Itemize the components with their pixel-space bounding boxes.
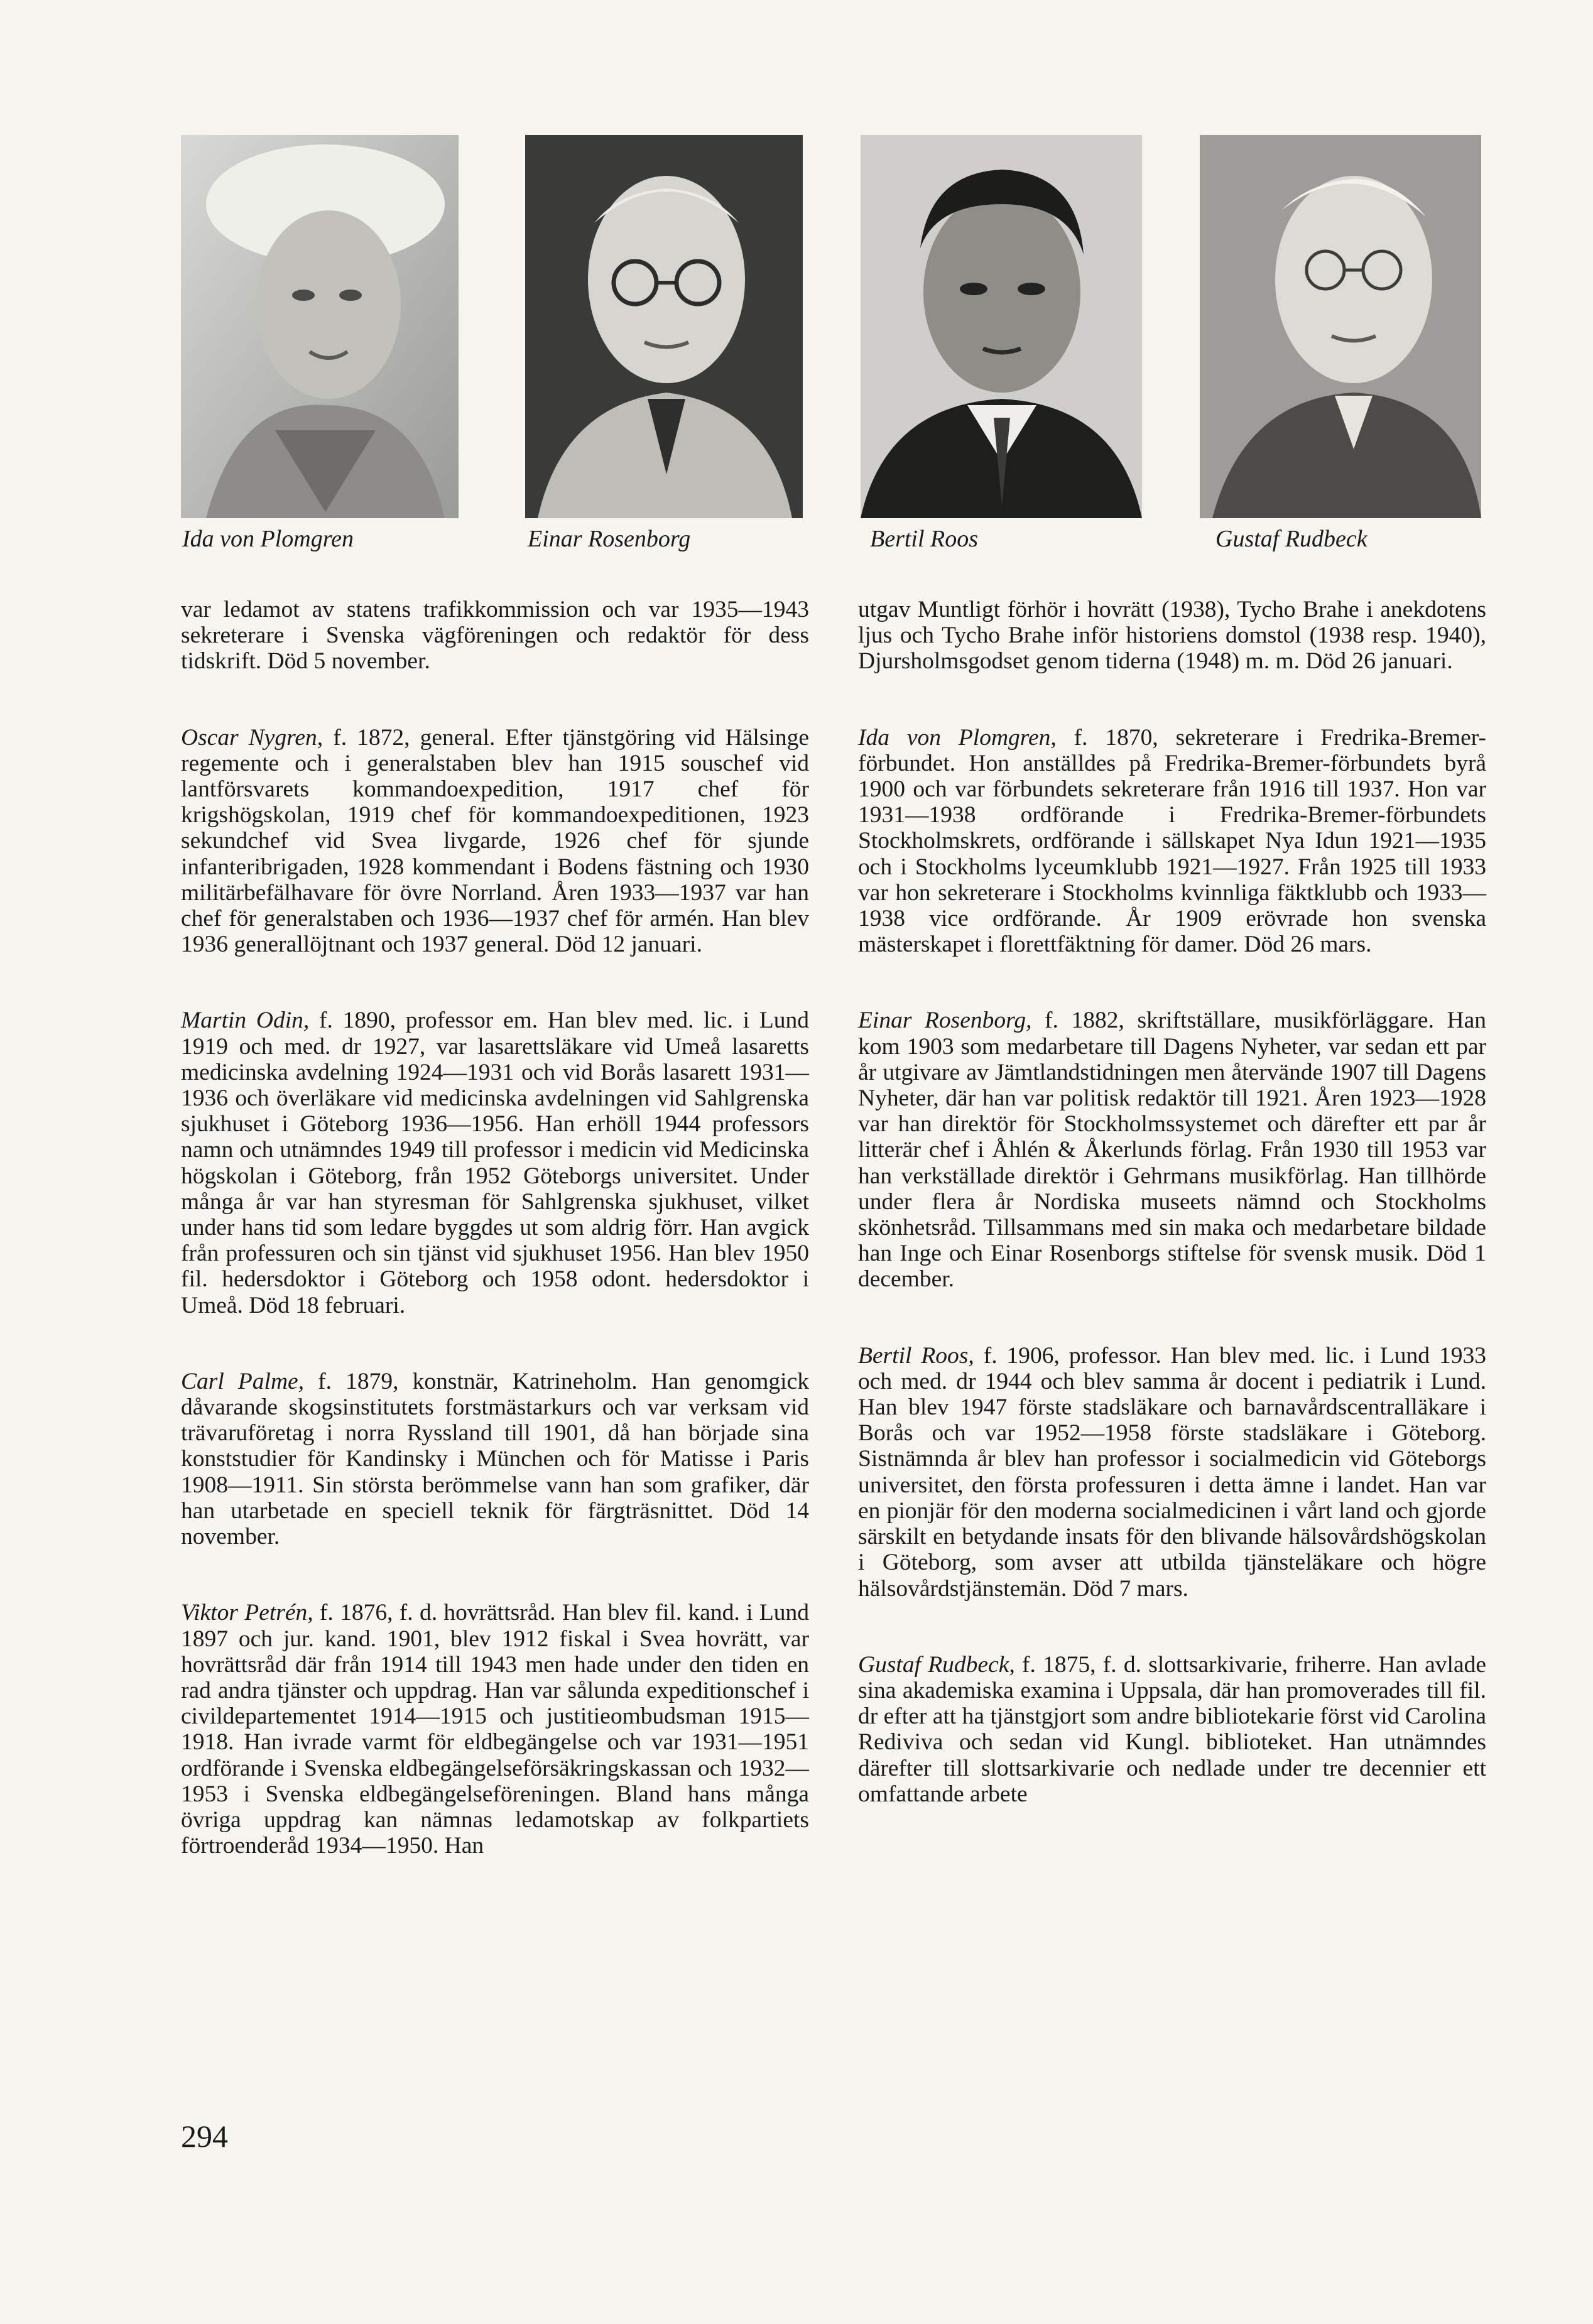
entry-continuation-right: utgav Muntligt förhör i hovrätt (1938), Tycho Brahe i anekdotens ljus och Tycho Brahe inför historiens domstol (1938 resp. 1940), Djursholmsgodset genom tiderna (1948) m. m. Död 26 januari. — [858, 597, 1486, 675]
entry-martin-odin — [181, 1007, 809, 1318]
portrait-einar-rosenborg — [525, 135, 803, 518]
entry-text: f. 1870, sekreterare i Fredrika-Bremer-förbundet. Hon anställdes på Fredrika-Bremer-förbundets byrå 1900 och var förbundets sekreterare från 1916 till 1937. Hon var 1931—1938 ordförande i Fredrika-Bremer-förbundets Stockholmskrets, ordförande i sällskapet Nya Idun 1921—1935 och i Stockholms lyceumklubb 1921—1927. Från 1925 till 1933 var hon sekreterare i Stockholms kvinnliga fäktklubb och 1933—1938 vice ordförande. År 1909 erövrade hon svenska mästerskapet i florettfäktning för damer. Död 26 mars. — [858, 724, 1487, 958]
entry-gustaf-rudbeck — [858, 1652, 1486, 1807]
entry-text: f. 1906, professor. Han blev med. lic. i Lund 1933 och med. dr 1944 och blev samma år docent i pediatrik i Lund. Han blev 1947 förste stadsläkare och barnavårdscentralläkare i Borås och var 1952—1958 förste stadsläkare i Göteborg. Sistnämnda år blev han professor i socialmedicin vid Göteborgs universitet, den första professuren i detta ämne i landet. Han var en pionjär för den moderna socialmedicinen i vårt land och gjorde särskilt en betydande insats för den blivande hälsovårdshögskolan i Göteborg, som avser att utbilda tjänsteläkare och högre hälsovårdstjänstemän. Död 7 mars. — [858, 1342, 1486, 1602]
portrait-gustaf-rudbeck — [1200, 135, 1481, 518]
entry-continuation-left: var ledamot av statens trafikkommission och var 1935—1943 sekreterare i Svenska vägföreningen och redaktör för dess tidskrift. Död 5 november. — [181, 597, 809, 675]
entry-text: f. 1875, f. d. slottsarkivarie, friherre. Han avlade sina akademiska examina i Uppsala, där han promoverades till fil. dr efter att ha tjänstgjort som andre bibliotekarie först vid Carolina Rediviva och sedan vid Kungl. biblioteket. Han utnämndes därefter till slottsarkivarie och nedlade under tre decennier ett omfattande arbete — [858, 1651, 1486, 1807]
portrait-bertil-roos — [861, 135, 1142, 518]
caption-gustaf-rudbeck: Gustaf Rudbeck — [1215, 526, 1367, 552]
entry-name: Bertil Roos, — [858, 1342, 974, 1369]
entry-name: Ida von Plomgren, — [858, 724, 1057, 751]
entry-oscar-nygren — [181, 725, 809, 958]
entry-text: f. 1872, general. Efter tjänstgöring vid Hälsinge regemente och i generalstaben blev han 1915 souschef vid lantförsvarets kommandoexpedition, 1917 chef för krigshögskolan, 1919 chef för kommandoexpeditionen, 1923 sekundchef vid Svea livgarde, 1926 chef för sjunde infanteribrigaden, 1928 kommendant i Bodens fästning och 1930 militärbefälhavare för övre Norrland. Åren 1933—1937 var han chef för generalstaben och 1936—1937 chef för armén. Han blev 1936 generallöjtnant och 1937 general. Död 12 januari. — [181, 724, 809, 958]
right-column — [858, 597, 1486, 1807]
entry-name: Carl Palme, — [181, 1368, 305, 1394]
caption-ida-von-plomgren: Ida von Plomgren — [182, 526, 354, 552]
portrait-ida-von-plomgren — [181, 135, 459, 518]
entry-bertil-roos — [858, 1343, 1486, 1602]
entry-text: f. 1876, f. d. hovrättsråd. Han blev fil. kand. i Lund 1897 och jur. kand. 1901, blev 1912 fiskal i Svea hovrätt, var hovrättsråd där från 1914 till 1943 men hade under den tiden en rad andra tjänster och uppdrag. Han var sålunda expeditionschef i civildepartementet 1914—1915 och justitieombudsman 1915—1918. Han ivrade varmt för eldbegängelse och var 1931—1951 ordförande i Svenska eldbegängelseförsäkringskassan och 1932—1953 i Svenska eldbegängelseföreningen. Bland hans många övriga uppdrag kan nämnas ledamotskap av folkpartiets förtroenderåd 1934—1950. Han — [181, 1600, 809, 1859]
entry-text: f. 1879, konstnär, Katrineholm. Han genomgick dåvarande skogsinstitutets forstmästarkurs och var verksam vid trävaruföretag i norra Ryssland till 1901, då han började sina konststudier för Kandinsky i München och för Matisse i Paris 1908—1911. Sin största berömmelse vann han som grafiker, där han utarbetade en speciell teknik för färgträsnittet. Död 14 november. — [181, 1368, 809, 1550]
caption-bertil-roos: Bertil Roos — [870, 526, 979, 552]
entry-ida-von-plomgren — [858, 725, 1486, 958]
left-column — [181, 597, 809, 1859]
entry-name: Einar Rosenborg, — [858, 1007, 1032, 1034]
entry-carl-palme — [181, 1369, 809, 1550]
entry-text: f. 1882, skriftställare, musikförläggare. Han kom 1903 som medarbetare till Dagens Nyheter, var sedan ett par år utgivare av Jämtlandstidningen men återvände 1907 till Dagens Nyheter, där han var politisk redaktör till 1921. Åren 1923—1928 var han direktör för Stockholmssystemet och därefter ett par år litterär chef i Åhlén & Åkerlunds förlag. Från 1930 till 1953 var han verkställade direktör i Gehrmans musikförlag. Han tillhörde under flera år Nordiska museets nämnd och Stockholms skönhetsråd. Tillsammans med sin maka och medarbetare bildade han Inge och Einar Rosenborgs stiftelse för svensk musik. Död 1 december. — [858, 1007, 1486, 1293]
page-number: 294 — [181, 2119, 228, 2154]
entry-name: Oscar Nygren, — [181, 724, 323, 751]
entry-name: Gustaf Rudbeck, — [858, 1651, 1015, 1678]
entry-name: Martin Odin, — [181, 1007, 310, 1034]
caption-einar-rosenborg: Einar Rosenborg — [528, 526, 691, 552]
entry-viktor-petren — [181, 1600, 809, 1859]
entry-text: f. 1890, professor em. Han blev med. lic. i Lund 1919 och med. dr 1927, var lasarettsläkare vid Umeå lasaretts medicinska avdelning 1924—1931 och vid Borås lasarett 1931—1936 och överläkare vid medicinska avdelningen vid Sahlgrenska sjukhuset i Göteborg 1936—1956. Han erhöll 1944 professors namn och utnämndes 1949 till professor i medicin vid Medicinska högskolan i Göteborg, från 1952 Göteborgs universitet. Under många år var han styresman för Sahlgrenska sjukhuset, vilket under hans tid som ledare byggdes ut som aldrig förr. Han avgick från professuren och sin tjänst vid sjukhuset 1956. Han blev 1950 fil. hedersdoktor i Göteborg och 1958 odont. hedersdoktor i Umeå. Död 18 februari. — [181, 1007, 809, 1318]
entry-einar-rosenborg — [858, 1007, 1486, 1292]
entry-name: Viktor Petrén, — [181, 1600, 313, 1626]
